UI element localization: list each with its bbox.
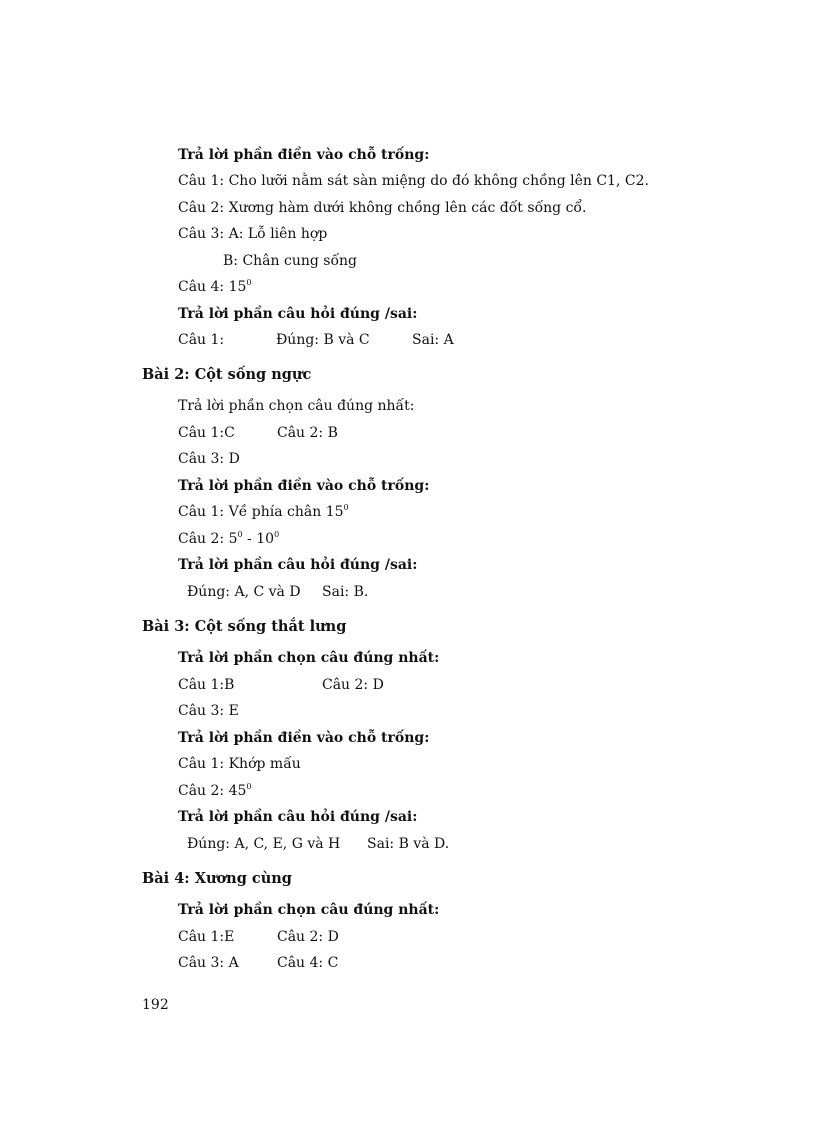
- fill-answer-4-text: Câu 4: 15: [178, 279, 247, 295]
- page-number: 192: [142, 997, 169, 1013]
- lesson-3-tf-true: Đúng: A, C, E, G và H: [187, 836, 341, 852]
- lesson-2-fill-2: [178, 530, 279, 548]
- lesson-3-title: Bài 3: Cột sống thắt lưng: [142, 618, 347, 635]
- lesson-3-choice-2: Câu 2: D: [322, 677, 384, 693]
- tf-true-answer: Đúng: B và C: [276, 332, 370, 348]
- lesson-4-choice-1: Câu 1:E: [178, 929, 235, 945]
- lesson-3-fill-2: [178, 782, 252, 800]
- lesson-3-choice-heading: Trả lời phần chọn câu đúng nhất:: [178, 650, 440, 666]
- degree-mark: 0: [274, 530, 280, 539]
- tf-false-answer: Sai: A: [412, 332, 454, 348]
- true-false-heading: Trả lời phần câu hỏi đúng /sai:: [178, 306, 418, 322]
- lesson-4-choice-3: Câu 3: A: [178, 955, 239, 971]
- lesson-2-fill-heading: Trả lời phần điền vào chỗ trống:: [178, 478, 430, 494]
- degree-mark: 0: [237, 530, 243, 539]
- lesson-3-tf-heading: Trả lời phần câu hỏi đúng /sai:: [178, 809, 418, 825]
- lesson-3-fill-2-text: Câu 2: 45: [178, 783, 247, 799]
- fill-answer-3b: B: Chân cung sống: [223, 253, 358, 269]
- fill-answer-3a: Câu 3: A: Lỗ liên hợp: [178, 226, 328, 242]
- lesson-2-fill-2-text-b: - 10: [242, 531, 275, 547]
- lesson-4-choice-4: Câu 4: C: [277, 955, 339, 971]
- lesson-2-tf-false: Sai: B.: [322, 584, 369, 600]
- lesson-2-title: Bài 2: Cột sống ngực: [142, 366, 312, 383]
- lesson-2-fill-1-text: Câu 1: Về phía chân 15: [178, 504, 344, 520]
- lesson-2-tf-true: Đúng: A, C và D: [187, 584, 301, 600]
- lesson-2-tf-heading: Trả lời phần câu hỏi đúng /sai:: [178, 557, 418, 573]
- lesson-3-fill-heading: Trả lời phần điền vào chỗ trống:: [178, 730, 430, 746]
- degree-mark: 0: [246, 278, 252, 287]
- lesson-3-choice-1: Câu 1:B: [178, 677, 235, 693]
- degree-mark: 0: [246, 782, 252, 791]
- lesson-4-title: Bài 4: Xương cùng: [142, 870, 292, 887]
- lesson-4-choice-2: Câu 2: D: [277, 929, 339, 945]
- lesson-3-choice-3: Câu 3: E: [178, 703, 239, 719]
- fill-answer-1: Câu 1: Cho lưỡi nằm sát sàn miệng do đó không chồng lên C1, C2.: [178, 173, 649, 189]
- tf-question-label: Câu 1:: [178, 332, 225, 348]
- lesson-3-fill-1: Câu 1: Khớp mấu: [178, 756, 301, 772]
- fill-heading: Trả lời phần điền vào chỗ trống:: [178, 147, 430, 163]
- fill-answer-2: Câu 2: Xương hàm dưới không chồng lên các đốt sống cổ.: [178, 200, 587, 216]
- lesson-2-choice-1: Câu 1:C: [178, 425, 235, 441]
- lesson-2-choice-3: Câu 3: D: [178, 451, 240, 467]
- lesson-3-tf-false: Sai: B và D.: [367, 836, 450, 852]
- lesson-2-choice-2: Câu 2: B: [277, 425, 338, 441]
- fill-answer-4: [178, 278, 252, 296]
- lesson-2-fill-2-text-a: Câu 2: 5: [178, 531, 238, 547]
- lesson-4-choice-heading: Trả lời phần chọn câu đúng nhất:: [178, 902, 440, 918]
- degree-mark: 0: [343, 503, 349, 512]
- lesson-2-choice-heading: Trả lời phần chọn câu đúng nhất:: [178, 398, 415, 414]
- lesson-2-fill-1: [178, 503, 349, 521]
